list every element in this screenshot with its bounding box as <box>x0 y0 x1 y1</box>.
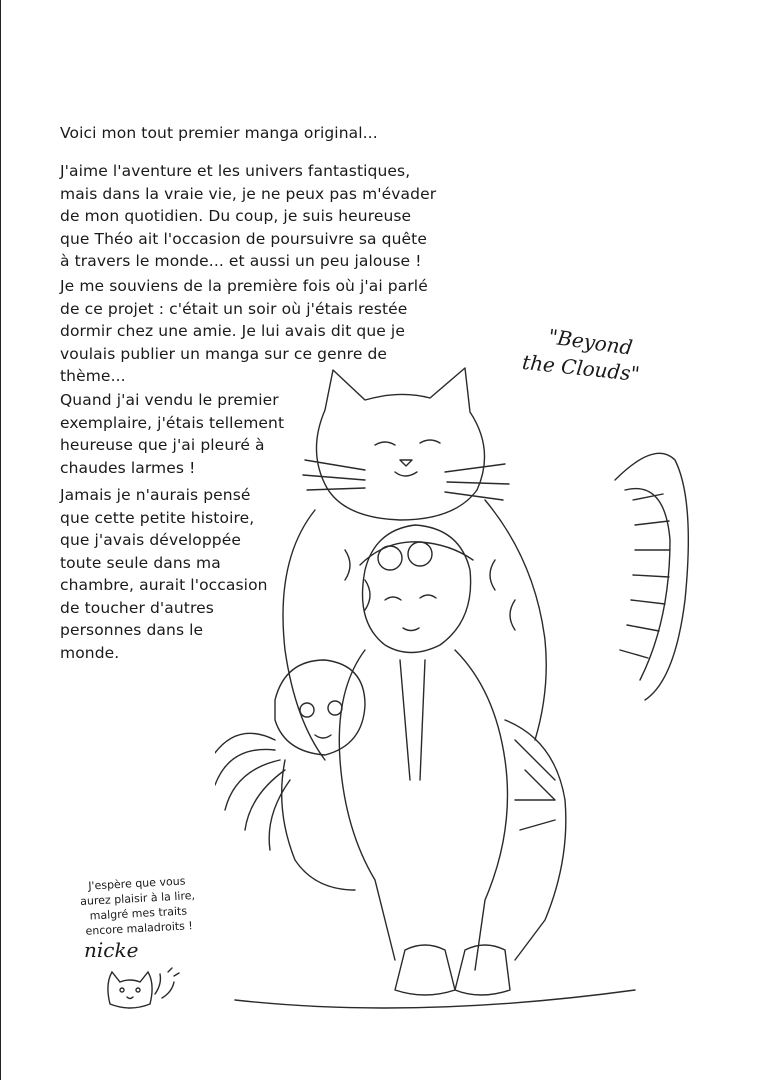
paragraph-memory: Je me souviens de la première fois où j'ai parlé de ce projet : c'était un soir où j'étais restée dormir chez une amie. Je lui avais dit que je voulais publier un manga sur ce genre de thème... <box>60 277 428 385</box>
cat-illustration <box>215 360 715 1020</box>
paragraph-never-thought: Jamais je n'aurais pensé que cette petite histoire, que j'avais développée toute seule dans ma chambre, aurait l'occasion de toucher d'autres personnes dans le monde. <box>60 486 268 662</box>
cat-doodle-icon <box>100 964 190 1014</box>
closing-note: J'espère que vous aurez plaisir à la lire, malgré mes traits encore maladroits ! <box>79 874 196 938</box>
paragraph-first-sale: Quand j'ai vendu le premier exemplaire, j'étais tellement heureuse que j'ai pleuré à chaudes larmes ! <box>60 391 285 477</box>
paragraph-adventure: J'aime l'aventure et les univers fantastiques, mais dans la vraie vie, je ne peux pas m'évader de mon quotidien. Du coup, je suis heureuse que Théo ait l'occasion de poursuivre sa quête à travers le monde... et aussi un peu jalouse ! <box>60 162 437 270</box>
title-line-1: "Beyond <box>546 324 635 360</box>
page-border <box>0 0 1 1080</box>
title-line-2: the Clouds" <box>521 349 641 387</box>
signature: nicke <box>84 938 139 962</box>
paragraph-intro: Voici mon tout premier manga original... <box>60 124 378 142</box>
